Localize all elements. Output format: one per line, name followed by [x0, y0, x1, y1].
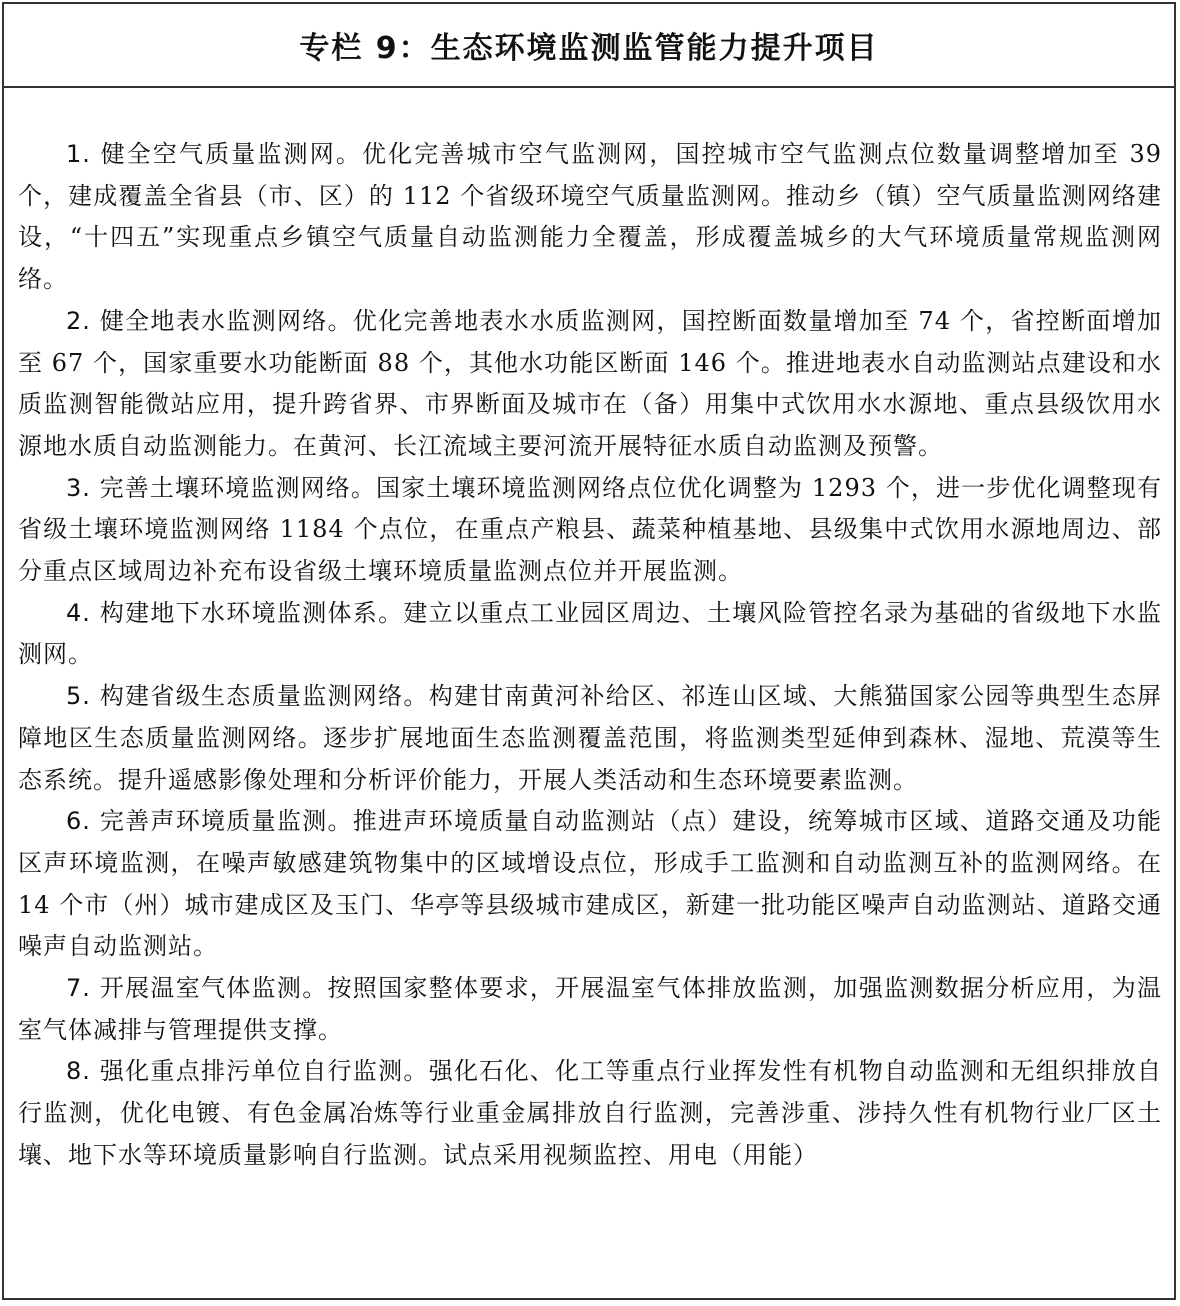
paragraph-heading: 3. 完善土壤环境监测网络。: [66, 473, 377, 502]
paragraph-1: [18, 134, 1162, 301]
paragraph-heading: 7. 开展温室气体监测。: [66, 974, 328, 1003]
column-box: [2, 2, 1176, 1300]
paragraph-text: 强化石化、化工等重点行业挥发性有机物自动监测和无组织排放自行监测，优化电镀、有色金属冶炼等行业重金属排放自行监测，完善涉重、涉持久性有机物行业厂区土壤、地下水等环境质量影响自行监测。试点采用视频监控、用电（用能）: [18, 1057, 1162, 1169]
paragraph-4: [18, 593, 1162, 676]
paragraph-3: [18, 468, 1162, 593]
paragraph-text: 按照国家整体要求，开展温室气体排放监测，加强监测数据分析应用，为温室气体减排与管理提供支撑。: [18, 974, 1162, 1044]
paragraph-text: 推进声环境质量自动监测站（点）建设，统筹城市区域、道路交通及功能区声环境监测，在噪声敏感建筑物集中的区域增设点位，形成手工监测和自动监测互补的监测网络。在 14 个市（州）城市建成区及玉门、华亭等县级城市建成区，新建一批功能区噪声自动监测站、道路交通噪声自动监测站。: [18, 807, 1162, 961]
column-header: [4, 4, 1174, 88]
paragraph-heading: 8. 强化重点排污单位自行监测。: [66, 1057, 429, 1086]
paragraph-5: [18, 676, 1162, 801]
paragraph-text: 优化完善地表水水质监测网，国控断面数量增加至 74 个，省控断面增加至 67 个，国家重要水功能断面 88 个，其他水功能区断面 146 个。推进地表水自动监测站点建设和水质监测智能微站应用，提升跨省界、市界断面及城市在（备）用集中式饮用水水源地、重点县级饮用水源地水质自动监测能力。在黄河、长江流域主要河流开展特征水质自动监测及预警。: [18, 306, 1163, 460]
paragraph-6: [18, 801, 1162, 968]
paragraph-text: 建立以重点工业园区周边、土壤风险管控名录为基础的省级地下水监测网。: [18, 598, 1162, 669]
paragraph-text: 优化完善城市空气监测网，国控城市空气监测点位数量调整增加至 39 个，建成覆盖全省县（市、区）的 112 个省级环境空气质量监测网。推动乡（镇）空气质量监测网络建设，“十四五”实现重点乡镇空气质量自动监测能力全覆盖，形成覆盖城乡的大气环境质量常规监测网络。: [18, 140, 1162, 294]
paragraph-heading: 2. 健全地表水监测网络。: [66, 306, 353, 335]
paragraph-heading: 6. 完善声环境质量监测。: [66, 807, 353, 836]
paragraph-heading: 4. 构建地下水环境监测体系。: [66, 598, 404, 627]
paragraph-text: 构建甘南黄河补给区、祁连山区域、大熊猫国家公园等典型生态屏障地区生态质量监测网络。逐步扩展地面生态监测覆盖范围，将监测类型延伸到森林、湿地、荒漠等生态系统。提升遥感影像处理和分析评价能力，开展人类活动和生态环境要素监测。: [18, 682, 1162, 794]
paragraph-text: 国家土壤环境监测网络点位优化调整为 1293 个，进一步优化调整现有省级土壤环境监测网络 1184 个点位，在重点产粮县、蔬菜种植基地、县级集中式饮用水源地周边、部分重点区域周边补充布设省级土壤环境质量监测点位并开展监测。: [18, 473, 1162, 586]
paragraph-heading: 5. 构建省级生态质量监测网络。: [66, 682, 429, 711]
column-content: [4, 88, 1174, 1177]
paragraph-heading: 1. 健全空气质量监测网。: [66, 140, 362, 168]
column-title: 专栏 9：生态环境监测监管能力提升项目: [299, 31, 879, 66]
paragraph-8: [18, 1051, 1162, 1176]
paragraph-7: [18, 968, 1162, 1051]
paragraph-2: [18, 301, 1162, 468]
